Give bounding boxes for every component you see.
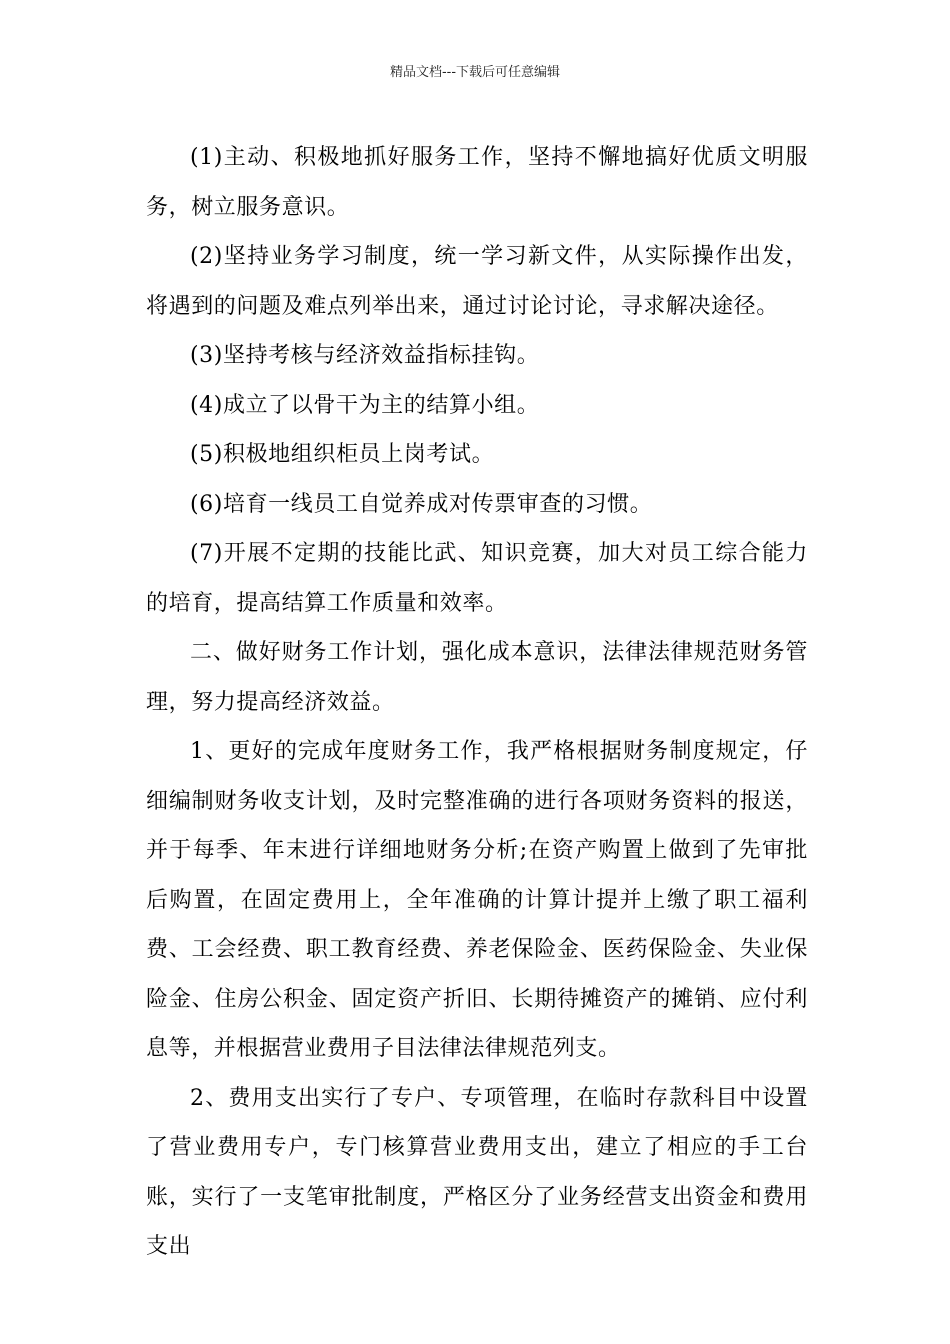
- paragraph-item-5: (5)积极地组织柜员上岗考试。: [190, 442, 495, 467]
- paragraph-item-6: (6)培育一线员工自觉养成对传票审查的习惯。: [190, 491, 653, 517]
- paragraph-point-1: 1、更好的完成年度财务工作，我严格根据财务制度规定，仔细编制财务收支计划，及时完整准确的进行各项财务资料的报送，并于每季、年末进行详细地财务分析;在资产购置上做到了先审批后购置，在固定费用上，全年准确的计算计提并上缴了职工福利费、工会经费、职工教育经费、养老保险金、医药保险金、失业保险金、住房公积金、固定资产折旧、长期待摊资产的摊销、应付利息等，并根据营业费用子目法律法律规范列支。: [146, 739, 808, 1061]
- paragraph-item-3: (3)坚持考核与经济效益指标挂钩。: [190, 343, 540, 368]
- paragraph-item-4: (4)成立了以骨干为主的结算小组。: [190, 392, 540, 418]
- paragraph-item-2: (2)坚持业务学习制度，统一学习新文件，从实际操作出发，将遇到的问题及难点列举出来，通过讨论讨论，寻求解决途径。: [146, 244, 808, 319]
- document-body: [146, 133, 808, 1272]
- paragraph-item-1: (1)主动、积极地抓好服务工作，坚持不懈地搞好优质文明服务，树立服务意识。: [146, 145, 808, 220]
- page-header: 精品文档---下载后可任意编辑: [389, 65, 561, 80]
- paragraph-item-7: (7)开展不定期的技能比武、知识竞赛，加大对员工综合能力的培育，提高结算工作质量和效率。: [146, 541, 808, 616]
- paragraph-point-2: 2、费用支出实行了专户、专项管理，在临时存款科目中设置了营业费用专户，专门核算营业费用支出，建立了相应的手工台账，实行了一支笔审批制度，严格区分了业务经营支出资金和费用支出: [146, 1085, 808, 1259]
- section-heading-2: 二、做好财务工作计划，强化成本意识，法律法律规范财务管理，努力提高经济效益。: [146, 640, 808, 715]
